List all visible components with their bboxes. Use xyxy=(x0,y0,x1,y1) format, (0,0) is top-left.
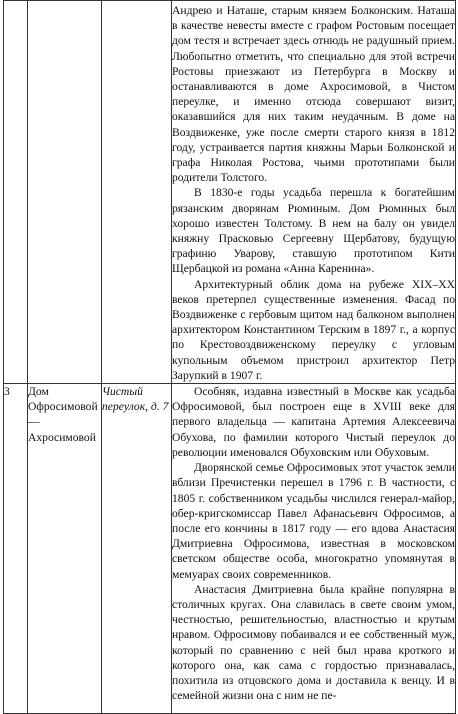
document-table xyxy=(3,0,456,714)
paragraph: Особняк, издавна известный в Москве как усадьба Офросимовой, был построен еще в XVIII веке для первого владельца — капитана Артемия Алексеевича Обухова, по фамилии которого Чистый переулок до революции именовался Обуховским или Обуховым. xyxy=(172,385,455,459)
building-address xyxy=(102,1,172,384)
row-number: 3 xyxy=(4,384,28,714)
building-name xyxy=(28,1,102,384)
paragraph: Дворянской семье Офросимовых этот участок земли вблизи Пречистенки перешел в 1796 г. В частности, с 1805 г. собственником усадьбы числился генерал-майор, обер-кригскомиссар Павел Афанасьевич Офросимов, а после его кончины в 1817 году — его вдова Анастасия Дмитриевна Офросимова, известная в московском светском обществе особа, многократно упомянутая в мемуарах своих современников. xyxy=(172,461,455,581)
building-address: Чистый переулок, д. 7 xyxy=(102,384,172,714)
paragraph: Андрею и Наташе, старым князем Болконским. Наташа в качестве невесты вместе с графом Ростовым посещает дом тестя и встречает здесь отнюдь не радушный прием. Любопытно отметить, что специально для этой встречи Ростовы приезжают из Петербурга в Москву и останавливаются в доме Ахросимовой, в Чистом переулке, и именно отсюда совершают визит, оказавшийся для них таким неудачным. В доме на Воздвиженке, уже после смерти старого князя в 1812 году, устраивается партия княжны Марьи Болконской и графа Николая Ростова, чьими прототипами были родители Толстого. xyxy=(172,4,455,185)
building-name: Дом Офросимовой — Ахросимовой xyxy=(28,384,102,714)
paragraph: Архитектурный облик дома на рубеже XIX–XX веков претерпел существенные изменения. Фасад по Воздвиженке с гербовым щитом над балконом выполнен архитектором Константином Терским в 1897 г., а корпус по Крестовоздвиженскому переулку с угловым купольным объемом пристроил архитектор Петр Зарупкий в 1907 г. xyxy=(172,277,455,382)
paragraph: В 1830-е годы усадьба перешла к богатейшим рязанским дворянам Рюминым. Дом Рюминых был хорошо известен Толстому. В нем на балу он увидел княжну Прасковью Сергеевну Щербатову, будущую графиню Уварову, ставшую прототипом Кити Щербацкой из романа «Анна Каренина». xyxy=(172,186,455,276)
row-number xyxy=(4,1,28,384)
table-row xyxy=(4,1,456,384)
description-cell xyxy=(172,384,456,714)
paragraph: Анастасия Дмитриевна была крайне популярна в столичных кругах. Она славилась в свете своим умом, честностью, решительностью, властностью и крутым нравом. Офросимову побаивался и ее собственный муж, который по сравнению с ней был нрава кроткого и которого она, как сама с гордостью признавалась, похитила из отцовского дома и доставила к венцу. И в семейной жизни она с ним не пе- xyxy=(172,582,455,703)
description-cell xyxy=(172,1,456,384)
table-row xyxy=(4,384,456,714)
